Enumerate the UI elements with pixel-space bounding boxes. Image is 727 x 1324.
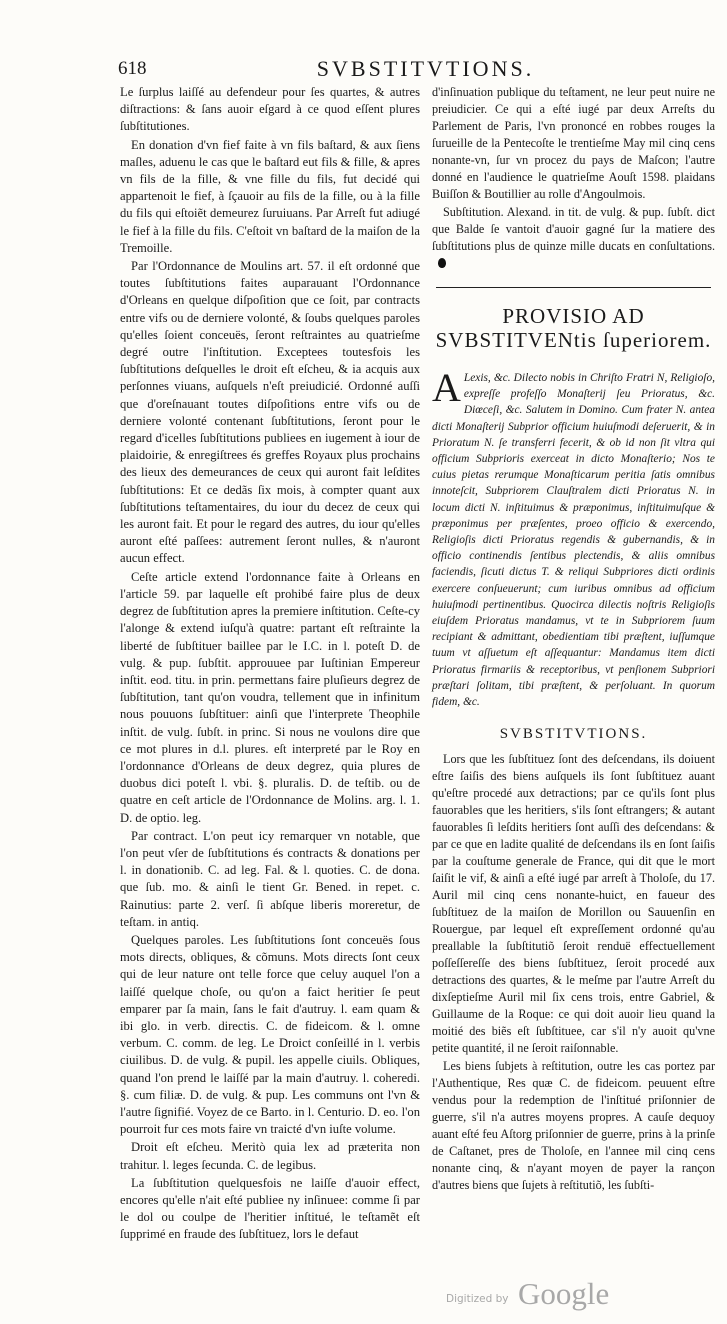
running-title: SVBSTITVTIONS. (316, 56, 535, 81)
left-column (120, 84, 420, 1245)
watermark-digitized-by: Digitized by (446, 1293, 509, 1305)
paragraph: Le ſurplus laiſſé au defendeur pour ſes quartes, & autres diſtractions: & ſans auoir eſgard à ce quod eſſent plures ſubſtitutiones. (120, 85, 420, 134)
paragraph: d'inſinuation publique du teſtament, ne leur peut nuire ne preiudicier. Ce qui a eſté iugé par deux Arreſts du Parlement de Paris, l'vn prononcé en robbes rouges la ſurueille de la Pentecoſte le trentieſme May mil cinq cens nonante-vn, ſur vn procez du pays de Maſcon; l'autre donné en l'audience le quatrieſme Aouſt 1598. plaidans Buiſſon & Boutillier au rolle d'Angoulmois. (432, 85, 715, 201)
right-column (432, 84, 715, 1195)
section-title-provisio: PROVISIO AD SVBSTITVENtis ſuperiorem. (435, 304, 712, 352)
provisio-paragraph (432, 365, 715, 710)
paragraph (432, 204, 715, 272)
provisio-text: Lexis, &c. Dilecto nobis in Chriſto Fratri N, Religioſo, expreſſe profeſſo Monaſterij ſeu Prioratus, &c. Diœceſi, &c. Salutem in Domino. Cum frater N. antea dicti Monaſterij Subprior officium huiuſmodi deſeruerit, & in Prioratum N. ſe transferri fecerit, & ob id non ſit vltra qui officium Subprioris exerceat in dicto Monaſterio; Nos te cuius pietas rerumque Monaſticarum peritia ſatis omnibus innoteſcit, Subpriorem Clauſtralem dicti Prioratus N. in locum dicti N. inſtituimus & præponimus, inſtituimuſque & præponimus per præſentes, proeo officio & exercendo, Religioſis dicti Prioratus regendis & gubernandis, & in officio continendis ſentibus plectendis, & aliis omnibus faciendis, ſicuti dictus T. & reliqui Subpriores dicti ordinis exercere conſueuerunt; cum iuribus omnibus ad officium huiuſmodi pertinentibus. Quocirca dilectis noſtris Religioſis eiuſdem Prioratus mandamus, vt te in Subpriorem ſuum recipiant & admittant, obedientiam tibi præſtent, iuſſumque tuum vt aſſuetum eſt aſſequantur: Mandamus item dicti Prioratus firmariis & receptoribus, vt penſionem Subpriori præſtari ſolitam, tibi præſtent, & perſoluant. In quorum fidem, &c. (432, 372, 715, 709)
paragraph: Par contract. L'on peut icy remarquer vn notable, que l'on peut vſer de ſubſtitutions és contracts & donations per l. in donationib. C. ad leg. Fal. & l. quoties. C. de dona. que ſub. mo. & ainſi le tient Gr. Bened. in repet. c. Rainutius: parte 2. verſ. ſi abſque liberis moreretur, de teſtam. in antiq. (120, 828, 420, 929)
drop-cap-letter: A (432, 365, 461, 410)
fleuron-icon (438, 258, 446, 268)
paragraph: La ſubſtitution quelquesfois ne laiſſe d'auoir effect, encores qu'elle n'ait eſté publiee ny inſinuee: comme ſi par le dol ou coulpe de l'heritier inſtitué, le teſtamẽt eſt ſupprimé en fraude des ſubſtituez, lors le defaut (120, 1175, 420, 1242)
google-logo: Google (518, 1276, 610, 1311)
page-header (118, 56, 653, 86)
paragraph: Ceſte article extend l'ordonnance faite à Orleans en l'article 59. par laquelle eſt prohibé faire plus de deux degrez de ſubſtitution apres la premiere inſtitution. Ceſte-cy l'alonge & extend iuſqu'à quatre: partant eſt reſtrainte la liberté de ſubſtituer baillee par le I.C. in l. poteſt D. de vulg. & pup. ſubſtit. approuuee par Iuſtinian Empereur inſtit. eod. titu. in prin. permettans faire pluſieurs degrez de ſubſtitution, tant qu'on voudra, tellement que in infinitum nous pouuons ſubſtituer: ainſi que l'interprete Theophile inſtit. de vulg. ſubſt. in princ. Si nous ne voulons dire que ce mot plures in d.l. plures. eſt interpreté par le Roy en l'ordonnance d'Orleans de deux degrez, quia plures de duobus dici poteſt l. vbi. §. pluralis. D. de teſtib. ou de quatre en ceſt article de l'Ordonnance de Molins. arg. l. 1. D. de optio. leg. (120, 569, 420, 825)
paragraph: En donation d'vn fief faite à vn fils baſtard, & aux ſiens maſles, aduenu le cas que le baſtard eut fils & fille, & apres vn fils de la fille, & vne fille du fils, fut decidé qui appartenoit le fief, à ſçauoir au fils de la fille, ou à la fille du fils qui eſtoiẽt demeurez ſuruiuans. Par Arreſt fut adiugé le fief à la fille du fils. C'eſtoit vn baſtard de la maiſon de la Tremoille. (120, 137, 420, 255)
paragraph-text: Subſtitution. Alexand. in tit. de vulg. & pup. ſubſt. dict que Balde ſe vantoit d'auoir gagné ſur la matiere des ſubſtitutions plus de quinze mille ducats en conſultations. (432, 205, 715, 253)
section-title-substitutions: SVBSTITVTIONS. (499, 726, 648, 743)
digitized-watermark (446, 1276, 610, 1316)
section-divider (436, 287, 711, 288)
paragraph: Droit eſt eſcheu. Meritò quia lex ad præterita non trahitur. l. leges ſecunda. C. de legibus. (120, 1140, 420, 1172)
paragraph: Quelques paroles. Les ſubſtitutions ſont conceuës ſous mots directs, obliques, & cõmuns. Mots directs ſont ceux qui de leur nature ont telle force que celuy auquel l'on a laiſſé quelque choſe, ou qu'on a faict heritier ſe peut emparer par ſa main, ſans le fait d'autruy. l. eam quam & ibi glo. in verb. directis. C. de fideicom. & l. omne verbum. C. comm. de leg. Le Droict conſeillé in l. verbis ciuilibus. D. de vulg. & pupil. les appelle ciuils. Obliques, quand l'on prend le laiſſé par la main d'autruy. l. coheredi. §. cum filiæ. D. de vulg. & pup. Les communs ont l'vn & l'autre ſignifié. Voyez de ce Barto. in l. Centurio. D. eo. l'on pourroit fur ces mots faire vn traicté d'vn iuſte volume. (120, 932, 420, 1137)
paragraph: Les biens ſubjets à reſtitution, outre les cas portez par l'Authentique, Res quæ C. de fideicom. peuuent eſtre vendus pour la redemption de l'inſtitué priſonnier de guerre, s'il n'a autres moyens propres. A cauſe dequoy auant eſté feu Aſtorg priſonnier de guerre, prins à la prinſe de Caſtanet, pres de Tholoſe, en l'annee mil cinq cens nonante cinq, & n'ayant moyen de payer la rançon d'autres biens que ſujets à reſtitutiõ, les ſubſti- (432, 1059, 715, 1193)
page-number: 618 (118, 58, 147, 79)
paragraph: Lors que les ſubſtituez ſont des deſcendans, ils doiuent eſtre ſaiſis des biens auſquels ils ſont ſubſtituez auant qu'eſtre procedé aux detractions; par ce qu'ils ſont plus fauorables que les heritiers, s'ils ſont eſtrangers; & autant fauorables ſi leſdits heritiers ſont auſſi des deſcendans: & par ce que en ladite qualité de deſcendans ils en ſont ſaiſis par la couſtume generale de France, qui dit que le mort ſaiſit le vif, & ainſi a eſté iugé par arreſt à Tholoſe, du 17. Auril mil cinq cens nonante-huict, en faueur des ſubſtituez de la maiſon de Morillon ou Sauuenſin en Rouergue, par lequel eſt expreſſement ordonné qu'au preallable la ſubſtitutiõ ſeroit renduë effectuellement poſſeſſereſſe des biens ſubſtituez, ſeroit procedé aux detractions des quartes, & le meſme par l'autre Arreſt du dixſeptieſme Auril mil ſix cens trois, entre Gabriel, & Guillaume de la Roque: ce qui doit auoir lieu quand la moitié des biẽs eſt ſubſtituee, car s'il n'y auoit qu'vne petite quantité, il ne ſeroit raiſonnable. (432, 752, 715, 1056)
paragraph: Par l'Ordonnance de Moulins art. 57. il eſt ordonné que toutes ſubſtitutions faites auparauant l'Ordonnance d'Orleans en quelque diſpoſition que ce ſoit, par contracts entre vifs ou de derniere volonté, & ſoubs quelques paroles qu'elles ſoient conceuës, ſeront reſtraintes au quatrieſme degré outre l'inſtitution. Exceptees toutesfois les ſubſtitutions deſquelles le droit eſt eſcheu, & ia acquis aux perſonnes viuans, auſquels n'eſt preiudicié. Ordonné auſſi que d'oreſnauant toutes diſpoſitions entre vifs ou de derniere volonté contenant ſubſtitutions, ſeront pour le regard d'icelles ſubſtitutions publiees en iugement à iour de plaidoirie, & enregiſtrees és greffes Royaux plus prochains des lieux des demeurances de ceux qui auront fait leſdites ſubſtitutions: Et ce dedãs ſix mois, à compter quant aux ſubſtitutions teſtamentaires, du iour du decez de ceux qui les auront fait. Et pour le regard des autres, du iour qu'elles auront eſté paſſees: autrement ſeront nulles, & n'auront aucun effect. (120, 259, 420, 566)
